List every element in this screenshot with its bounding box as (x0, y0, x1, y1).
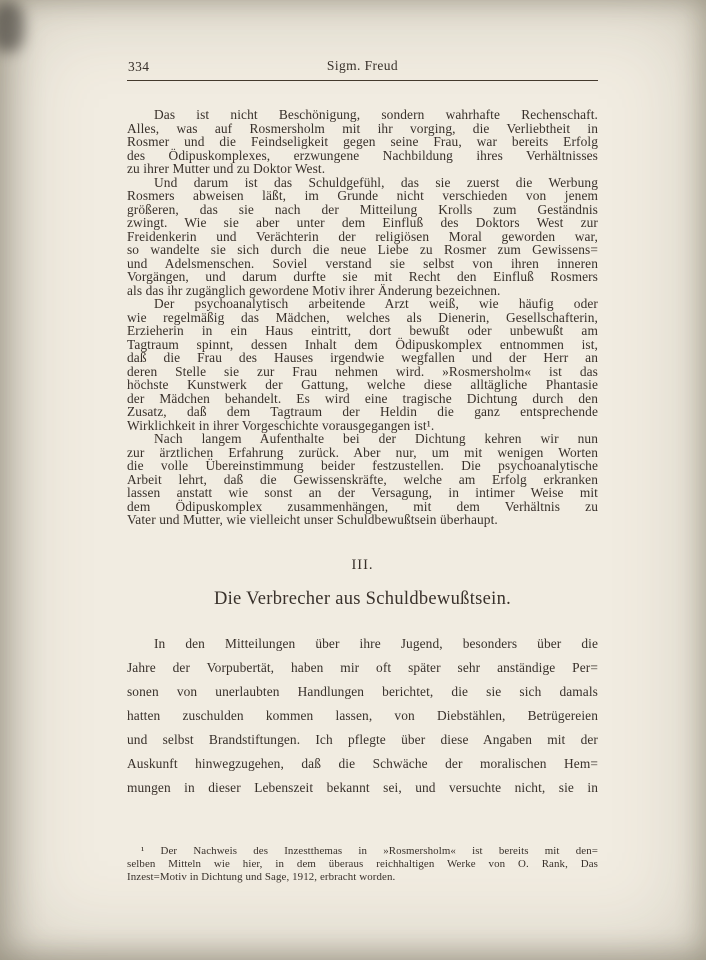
paragraph (127, 432, 598, 527)
text-line: zur ärztlichen Erfahrung zurück. Aber nur, um mit wenigen Worten (127, 444, 598, 460)
text-line: hatten zuschulden kommen lassen, von Diebstählen, Betrügereien (127, 707, 598, 723)
text-line: Jahre der Vorpubertät, haben mir oft später sehr anständige Per= (127, 659, 598, 675)
text-line: der Mädchen behandelt. Es wird eine tragische Dichtung durch den (127, 390, 598, 406)
text-line: Zusatz, daß dem Tagtraum der Heldin die ganz entsprechende (127, 404, 598, 419)
text-line: deren Stelle sie zur Frau nehmen wird. »Rosmersholm« ist das (127, 363, 598, 379)
text-line: selben Mitteln wie hier, in dem überaus reichhaltigen Werke von O. Rank, Das (127, 857, 598, 870)
text-line: Freidenkerin und Verächterin der religiösen Moral geworden war, (127, 228, 598, 244)
text-line: wie regelmäßig das Mädchen, welches als Dienerin, Gesellschafterin, (127, 309, 598, 325)
header-rule (127, 80, 598, 81)
text-line: Vater und Mutter, wie vielleicht unser Schuldbewußtsein überhaupt. (127, 512, 498, 527)
page-number: 334 (128, 59, 150, 74)
text-line: mungen in dieser Lebenszeit bekannt sei, und versuchte nicht, sie in (127, 779, 598, 795)
page-content (127, 58, 598, 800)
section-heading (127, 557, 598, 610)
text-line: und Adelsmenschen. Soviel verstand sie selbst von ihren inneren (127, 255, 598, 271)
footnote (127, 845, 598, 884)
text-line: und selbst Brandstiftungen. Ich pflegte über diese Angaben mit der (127, 731, 598, 747)
text-line: Rosmers abweisen läßt, im Grunde nicht verschieden von jenem (127, 188, 598, 203)
paragraph (127, 176, 598, 298)
text-line: Vorgängen, und darum durfte sie mit Recht den Einfluß Rosmers (127, 269, 598, 284)
section-title: Die Verbrecher aus Schuldbewußtsein. (213, 588, 512, 609)
section-numeral: III. (351, 556, 374, 573)
text-line: Der psychoanalytisch arbeitende Arzt weiß, wie häufig oder (154, 296, 598, 311)
text-line: die volle Übereinstimmung beider festzustellen. Die psychoanalytische (127, 458, 598, 473)
scan-artifact (0, 2, 24, 52)
text-line: Und darum ist das Schuldgefühl, das sie zuerst die Werbung (154, 174, 598, 190)
text-line: Auskunft hinwegzugehen, daß die Schwäche der moralischen Hem= (127, 755, 598, 771)
paragraph (127, 845, 598, 884)
running-header (127, 58, 598, 75)
text-line: Nach langem Aufenthalte bei der Dichtung kehren wir nun (154, 431, 598, 446)
body-text-before-heading (127, 108, 598, 527)
text-line: größeren, das sie nach der Mitteilung Krolls zum Geständnis (127, 201, 598, 217)
text-line: als das ihr zugänglich gewordene Motiv ihrer Änderung bezeichnen. (127, 282, 501, 298)
running-head-title: Sigm. Freud (326, 58, 399, 73)
text-line: Erzieherin in ein Haus eintritt, dort bewußt oder unbewußt am (127, 323, 598, 338)
text-line: daß die Frau des Hauses irgendwie wegfallen und der Herr an (127, 350, 598, 365)
text-line: ¹ Der Nachweis des Inzestthemas in »Rosmersholm« ist bereits mit den= (141, 845, 598, 857)
text-line: Das ist nicht Beschönigung, sondern wahrhafte Rechenschaft. (154, 107, 598, 122)
text-line: zwingt. Wie sie aber unter dem Einfluß des Doktors West zur (127, 215, 598, 230)
text-line: zu ihrer Mutter und zu Doktor West. (127, 161, 326, 176)
text-line: Alles, was auf Rosmersholm mit ihr vorging, die Verliebtheit in (127, 120, 598, 136)
text-line: lassen anstatt wie sonst an der Versagung, in intimer Weise mit (127, 485, 598, 500)
text-line: Wirklichkeit in ihrer Vorgeschichte vorausgegangen ist¹. (127, 417, 435, 433)
text-line: Arbeit lehrt, daß die Gewissenskräfte, welche am Erfolg erkranken (127, 471, 598, 487)
text-line: Inzest=Motiv in Dichtung und Sage, 1912, erbracht worden. (127, 870, 396, 883)
text-line: Rosmer und die Feindseligkeit gegen seine Frau, war bereits Erfolg (127, 134, 598, 149)
text-line: so wandelte sie sich durch die neue Liebe zu Rosmer zum Gewissens= (127, 242, 598, 257)
body-text-after-heading (127, 632, 598, 800)
paragraph (127, 632, 598, 800)
text-line: dem Ödipuskomplex zusammenhängen, mit dem Verhältnis zu (127, 498, 598, 514)
text-line: höchste Kunstwerk der Gattung, welche diese alltägliche Phantasie (127, 377, 598, 392)
text-line: Tagtraum spinnt, dessen Inhalt dem Ödipuskomplex entnommen ist, (127, 336, 598, 352)
text-line: des Ödipuskomplexes, erzwungene Nachbildung ihres Verhältnisses (127, 147, 598, 163)
paragraph (127, 108, 598, 176)
paragraph (127, 297, 598, 432)
text-line: In den Mitteilungen über ihre Jugend, besonders über die (154, 635, 598, 651)
text-line: sonen von unerlaubten Handlungen berichtet, die sie sich damals (127, 683, 598, 699)
